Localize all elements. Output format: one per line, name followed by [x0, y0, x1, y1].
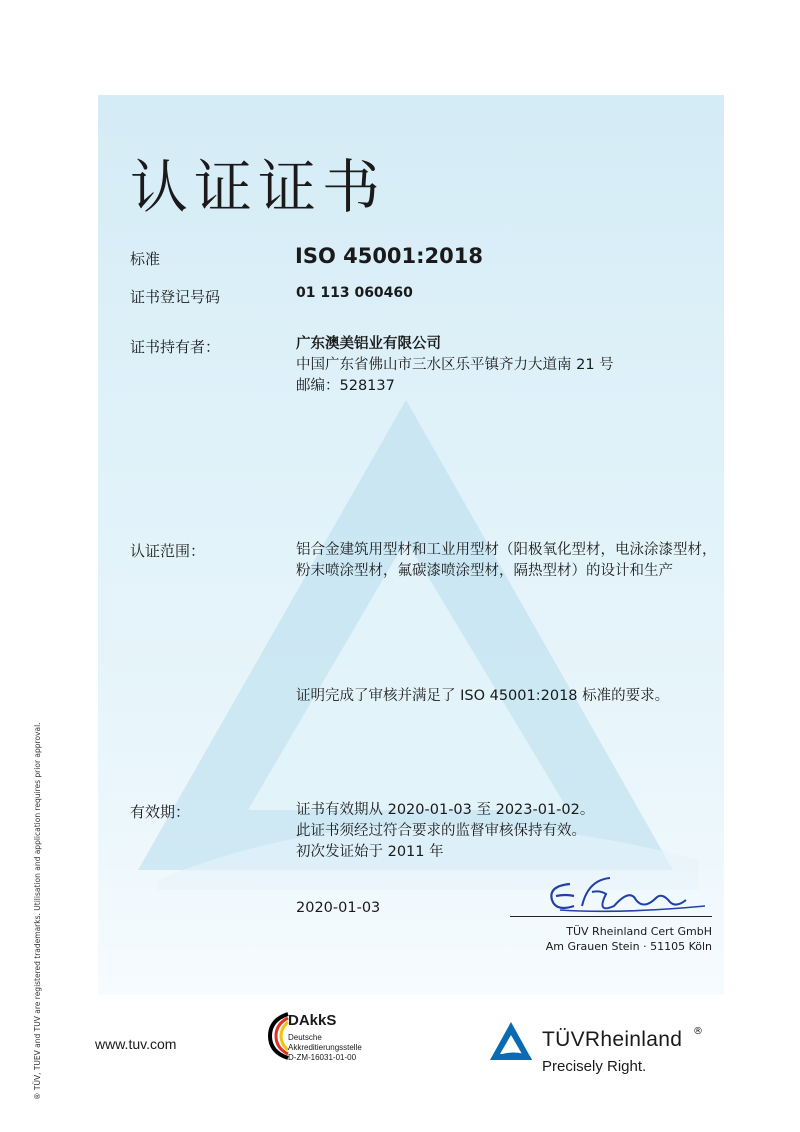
scope-line-2: 粉末喷涂型材，氟碳漆喷涂型材，隔热型材）的设计和生产: [296, 563, 673, 579]
tuv-slogan: Precisely Right.: [542, 1058, 647, 1075]
issuer-address: Am Grauen Stein · 51105 Köln: [545, 940, 712, 953]
holder-address: 中国广东省佛山市三水区乐平镇齐力大道南 21 号: [296, 357, 614, 373]
validity-line-3: 初次发证始于 2011 年: [296, 844, 444, 860]
certificate-title: 认证证书: [130, 153, 387, 221]
dakks-line-3: D-ZM-16031-01-00: [288, 1053, 357, 1062]
scope-line-1: 铝合金建筑用型材和工业用型材（阳极氧化型材，电泳涂漆型材，: [296, 542, 717, 558]
issuer-name: TÜV Rheinland Cert GmbH: [566, 925, 712, 938]
website-link[interactable]: www.tuv.com: [95, 1036, 177, 1052]
standard-value: ISO 45001:2018: [295, 244, 484, 268]
validity-line-2: 此证书须经过符合要求的监督审核保持有效。: [296, 823, 586, 839]
dakks-line-2: Akkreditierungsstelle: [288, 1043, 362, 1052]
audit-statement: 证明完成了审核并满足了 ISO 45001:2018 标准的要求。: [296, 688, 670, 704]
validity-line-1: 证书有效期从 2020-01-03 至 2023-01-02。: [296, 802, 595, 818]
standard-label: 标准: [130, 250, 161, 268]
dakks-name: DAkkS: [288, 1012, 337, 1029]
registered-mark: ®: [693, 1026, 703, 1037]
trademark-side-note: ® TÜV, TUEV and TUV are registered trademarks. Utilisation and application requires prior approval.: [33, 722, 42, 1100]
scope-label: 认证范围：: [130, 542, 206, 560]
issue-date: 2020-01-03: [296, 900, 381, 916]
signature-line: [510, 916, 712, 917]
tuv-triangle-logo-icon: [488, 1020, 534, 1062]
registration-label: 证书登记号码: [130, 288, 221, 306]
registration-value: 01 113 060460: [296, 285, 413, 301]
holder-postcode: 邮编：528137: [296, 378, 395, 394]
tuv-brand-name: TÜVRheinland: [542, 1028, 683, 1051]
dakks-line-1: Deutsche: [288, 1033, 322, 1042]
holder-name: 广东澳美铝业有限公司: [296, 336, 441, 352]
holder-label: 证书持有者：: [130, 338, 221, 356]
validity-label: 有效期：: [130, 803, 191, 821]
signature-icon: [540, 870, 710, 922]
